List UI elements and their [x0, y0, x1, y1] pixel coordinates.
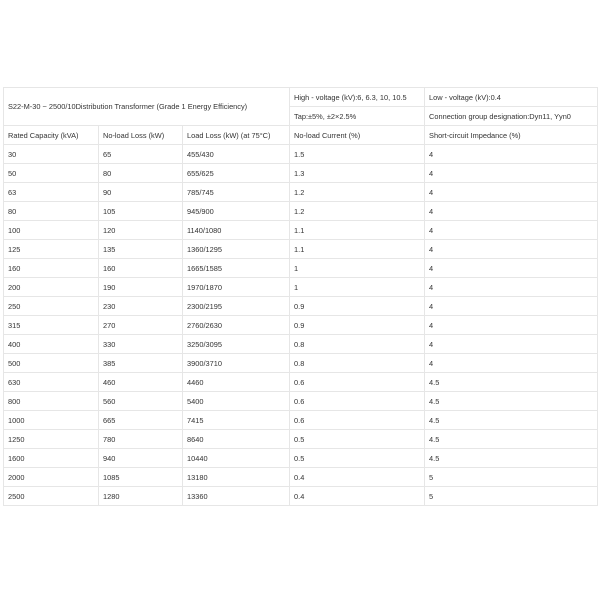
no-load-current-cell: 1.2 [290, 202, 425, 221]
no-load-loss-cell: 120 [99, 221, 183, 240]
no-load-loss-cell: 1280 [99, 487, 183, 506]
no-load-current-cell: 0.6 [290, 392, 425, 411]
short-circuit-impedance-cell: 5 [425, 487, 598, 506]
no-load-current-cell: 0.5 [290, 430, 425, 449]
rated-capacity-cell: 160 [4, 259, 99, 278]
no-load-loss-cell: 80 [99, 164, 183, 183]
table-row [4, 354, 598, 373]
table-row [4, 240, 598, 259]
load-loss-cell: 2760/2630 [183, 316, 290, 335]
no-load-current-cell: 0.8 [290, 354, 425, 373]
no-load-current-cell: 0.5 [290, 449, 425, 468]
header-short-circuit-impedance: Short-circuit Impedance (%) [425, 126, 598, 145]
load-loss-cell: 3900/3710 [183, 354, 290, 373]
no-load-loss-cell: 940 [99, 449, 183, 468]
header-rated-capacity: Rated Capacity (kVA) [4, 126, 99, 145]
table-row [4, 487, 598, 506]
table-row [4, 297, 598, 316]
rated-capacity-cell: 500 [4, 354, 99, 373]
rated-capacity-cell: 315 [4, 316, 99, 335]
table-row [4, 468, 598, 487]
table-row [4, 145, 598, 164]
short-circuit-impedance-cell: 4 [425, 221, 598, 240]
transformer-spec-table [3, 87, 598, 506]
rated-capacity-cell: 630 [4, 373, 99, 392]
short-circuit-impedance-cell: 4 [425, 202, 598, 221]
load-loss-cell: 7415 [183, 411, 290, 430]
short-circuit-impedance-cell: 4 [425, 335, 598, 354]
short-circuit-impedance-cell: 4 [425, 316, 598, 335]
no-load-loss-cell: 665 [99, 411, 183, 430]
rated-capacity-cell: 200 [4, 278, 99, 297]
short-circuit-impedance-cell: 4 [425, 278, 598, 297]
header-load-loss: Load Loss (kW) (at 75°C) [183, 126, 290, 145]
load-loss-cell: 2300/2195 [183, 297, 290, 316]
load-loss-cell: 455/430 [183, 145, 290, 164]
short-circuit-impedance-cell: 4.5 [425, 392, 598, 411]
short-circuit-impedance-cell: 4 [425, 354, 598, 373]
load-loss-cell: 10440 [183, 449, 290, 468]
short-circuit-impedance-cell: 4 [425, 297, 598, 316]
no-load-loss-cell: 230 [99, 297, 183, 316]
load-loss-cell: 4460 [183, 373, 290, 392]
table-row [4, 449, 598, 468]
table-row [4, 392, 598, 411]
short-circuit-impedance-cell: 4.5 [425, 449, 598, 468]
table-row [4, 411, 598, 430]
short-circuit-impedance-cell: 4 [425, 240, 598, 259]
no-load-current-cell: 1.3 [290, 164, 425, 183]
rated-capacity-cell: 30 [4, 145, 99, 164]
rated-capacity-cell: 1250 [4, 430, 99, 449]
load-loss-cell: 8640 [183, 430, 290, 449]
no-load-loss-cell: 460 [99, 373, 183, 392]
table-row [4, 278, 598, 297]
short-circuit-impedance-cell: 4.5 [425, 411, 598, 430]
table-row [4, 202, 598, 221]
no-load-loss-cell: 160 [99, 259, 183, 278]
rated-capacity-cell: 100 [4, 221, 99, 240]
rated-capacity-cell: 63 [4, 183, 99, 202]
model-title-cell: S22-M-30 ~ 2500/10Distribution Transformer (Grade 1 Energy Efficiency) [4, 88, 290, 126]
short-circuit-impedance-cell: 4 [425, 183, 598, 202]
short-circuit-impedance-cell: 4 [425, 259, 598, 278]
no-load-loss-cell: 90 [99, 183, 183, 202]
rated-capacity-cell: 50 [4, 164, 99, 183]
no-load-current-cell: 0.6 [290, 411, 425, 430]
load-loss-cell: 1360/1295 [183, 240, 290, 259]
load-loss-cell: 945/900 [183, 202, 290, 221]
table-row [4, 335, 598, 354]
load-loss-cell: 13360 [183, 487, 290, 506]
load-loss-cell: 785/745 [183, 183, 290, 202]
short-circuit-impedance-cell: 4.5 [425, 373, 598, 392]
table-row [4, 164, 598, 183]
no-load-current-cell: 0.8 [290, 335, 425, 354]
no-load-loss-cell: 135 [99, 240, 183, 259]
transformer-spec-table-wrapper [3, 87, 597, 506]
load-loss-cell: 5400 [183, 392, 290, 411]
short-circuit-impedance-cell: 5 [425, 468, 598, 487]
table-row [4, 316, 598, 335]
no-load-current-cell: 1.5 [290, 145, 425, 164]
table-row [4, 430, 598, 449]
short-circuit-impedance-cell: 4.5 [425, 430, 598, 449]
no-load-current-cell: 1.1 [290, 221, 425, 240]
no-load-current-cell: 1.2 [290, 183, 425, 202]
no-load-loss-cell: 105 [99, 202, 183, 221]
rated-capacity-cell: 800 [4, 392, 99, 411]
short-circuit-impedance-cell: 4 [425, 145, 598, 164]
no-load-current-cell: 1 [290, 259, 425, 278]
no-load-current-cell: 1.1 [290, 240, 425, 259]
no-load-current-cell: 1 [290, 278, 425, 297]
no-load-loss-cell: 780 [99, 430, 183, 449]
rated-capacity-cell: 1600 [4, 449, 99, 468]
connection-group-cell: Connection group designation:Dyn11, Yyn0 [425, 107, 598, 126]
header-no-load-loss: No-load Loss (kW) [99, 126, 183, 145]
header-no-load-current: No-load Current (%) [290, 126, 425, 145]
title-row [4, 88, 598, 107]
column-header-row [4, 126, 598, 145]
rated-capacity-cell: 125 [4, 240, 99, 259]
load-loss-cell: 1665/1585 [183, 259, 290, 278]
table-row [4, 221, 598, 240]
load-loss-cell: 655/625 [183, 164, 290, 183]
no-load-current-cell: 0.4 [290, 487, 425, 506]
no-load-loss-cell: 190 [99, 278, 183, 297]
no-load-current-cell: 0.4 [290, 468, 425, 487]
no-load-loss-cell: 1085 [99, 468, 183, 487]
table-row [4, 259, 598, 278]
tap-cell: Tap:±5%, ±2×2.5% [290, 107, 425, 126]
no-load-loss-cell: 270 [99, 316, 183, 335]
rated-capacity-cell: 250 [4, 297, 99, 316]
no-load-loss-cell: 560 [99, 392, 183, 411]
high-voltage-cell: High - voltage (kV):6, 6.3, 10, 10.5 [290, 88, 425, 107]
rated-capacity-cell: 80 [4, 202, 99, 221]
rated-capacity-cell: 2000 [4, 468, 99, 487]
load-loss-cell: 3250/3095 [183, 335, 290, 354]
rated-capacity-cell: 2500 [4, 487, 99, 506]
load-loss-cell: 1970/1870 [183, 278, 290, 297]
no-load-current-cell: 0.6 [290, 373, 425, 392]
table-row [4, 373, 598, 392]
rated-capacity-cell: 400 [4, 335, 99, 354]
no-load-current-cell: 0.9 [290, 316, 425, 335]
load-loss-cell: 13180 [183, 468, 290, 487]
short-circuit-impedance-cell: 4 [425, 164, 598, 183]
no-load-loss-cell: 330 [99, 335, 183, 354]
load-loss-cell: 1140/1080 [183, 221, 290, 240]
no-load-current-cell: 0.9 [290, 297, 425, 316]
no-load-loss-cell: 65 [99, 145, 183, 164]
no-load-loss-cell: 385 [99, 354, 183, 373]
rated-capacity-cell: 1000 [4, 411, 99, 430]
table-row [4, 183, 598, 202]
low-voltage-cell: Low - voltage (kV):0.4 [425, 88, 598, 107]
